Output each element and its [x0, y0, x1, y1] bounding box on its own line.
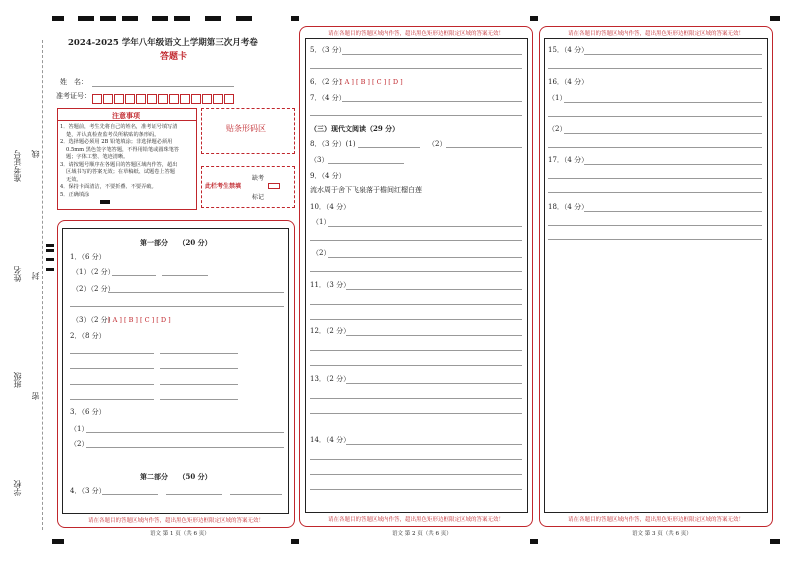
alignment-mark — [530, 539, 538, 544]
q8-2-label: （2） — [428, 140, 447, 148]
alignment-mark — [530, 16, 538, 21]
side-label-school: 学校 — [13, 480, 22, 496]
absent-label: 此栏考生禁填 — [205, 183, 242, 190]
q6-options[interactable]: [ A ] [ B ] [ C ] [ D ] — [340, 78, 403, 86]
q10-2-label: （2） — [312, 249, 331, 257]
q16-2-label: （2） — [548, 125, 567, 133]
q3-1-label: （1） — [70, 425, 89, 433]
footer-col1: 语文 第 1 页（共 6 页） — [150, 531, 210, 537]
warning-col2-top: 请在各题目的答题区域内作答，超出黑色矩形边框限定区域的答案无效！ — [327, 31, 504, 37]
q8-label: 8．（3 分）(1) — [310, 140, 356, 148]
side-label-name: 姓名 — [13, 266, 22, 282]
alignment-mark — [46, 249, 54, 252]
side-label-line: 线 — [31, 150, 40, 158]
q9-label: 9．（4 分） — [310, 172, 346, 180]
section3-heading: （三）现代文阅读（29 分） — [310, 124, 400, 133]
fill-example — [100, 200, 110, 204]
q13-label: 13．（2 分） — [310, 375, 351, 383]
binding-line — [42, 40, 43, 530]
footer-col3: 语文 第 3 页（共 6 页） — [632, 531, 692, 537]
q5-label: 5．（3 分） — [310, 46, 346, 54]
q1-2-label: （2）（2 分） — [72, 285, 115, 293]
alignment-mark — [100, 16, 116, 21]
side-label-seal: 封 — [31, 272, 40, 280]
q17-label: 17．（4 分） — [548, 156, 589, 164]
absent-mark: 标记 — [252, 194, 265, 201]
alignment-mark — [291, 539, 299, 544]
q3-label: 3．（6 分） — [70, 408, 106, 416]
alignment-mark — [52, 16, 64, 21]
id-label: 准考证号： — [56, 92, 91, 100]
q10-label: 10．（4 分） — [310, 203, 351, 211]
alignment-mark — [770, 539, 780, 544]
alignment-mark — [174, 16, 190, 21]
part2-heading: 第二部分 （50 分） — [140, 472, 212, 481]
warning-col1: 请在各题目的答题区域内作答，超出黑色矩形边框限定区域的答案无效！ — [87, 518, 264, 524]
q8-3-label: （3） — [310, 156, 329, 164]
q2-label: 2．（8 分） — [70, 332, 106, 340]
q7-label: 7．（4 分） — [310, 94, 346, 102]
alignment-mark — [291, 16, 299, 21]
alignment-mark — [78, 16, 94, 21]
q16-label: 16．（4 分） — [548, 78, 589, 86]
part1-heading: 第一部分 （20 分） — [140, 238, 212, 247]
page-subtitle: 答题卡 — [160, 52, 188, 62]
q14-label: 14．（4 分） — [310, 436, 351, 444]
q12-label: 12．（2 分） — [310, 327, 351, 335]
notes-list: 1．答题前，考生先将自己的姓名，准考证号填写清 楚，并认真检查监考员所粘贴的条形码。 2．选择题必须用 2B 铅笔填涂；非选择题必须用 0.5mm 黑色签字笔答题，不得用铅笔或圆珠笔答 题；字体工整、笔迹清晰。 3．请按题号顺序在各题目的答题区域内作答，超出 区域书写的答案无效；在草稿纸、试题卷上答题 无效。 4．保持卡面清洁，不要折叠、不要弄破。 5．正确填涂 — [60, 124, 180, 198]
side-label-class: 班级 — [13, 372, 22, 388]
q1-1-label: （1）（2 分） — [72, 268, 115, 276]
q4-label: 4．（3 分） — [70, 487, 106, 495]
q1-3-label: （3）（2 分） — [72, 316, 115, 324]
id-cells[interactable] — [92, 89, 235, 100]
q3-2-label: （2） — [70, 440, 89, 448]
warning-col3-bottom: 请在各题目的答题区域内作答，超出黑色矩形边框限定区域的答案无效！ — [567, 517, 744, 523]
q1-3-options[interactable]: [ A ] [ B ] [ C ] [ D ] — [108, 316, 171, 324]
side-label-secret: 密 — [31, 392, 40, 400]
name-field[interactable] — [92, 86, 234, 87]
answer-frame-col3 — [544, 38, 768, 513]
alignment-mark — [152, 16, 168, 21]
absent-missing: 缺考 — [252, 175, 265, 182]
q1-label: 1．（6 分） — [70, 253, 106, 261]
warning-col2-bottom: 请在各题目的答题区域内作答，超出黑色矩形边框限定区域的答案无效！ — [327, 517, 504, 523]
q18-label: 18．（4 分） — [548, 203, 589, 211]
alignment-mark — [770, 16, 780, 21]
alignment-mark — [122, 16, 138, 21]
side-label-id: 准考证号 — [13, 150, 22, 182]
absent-checkbox[interactable] — [268, 183, 280, 189]
page-title: 2024-2025 学年八年级语文上学期第三次月考卷 — [68, 38, 258, 48]
alignment-mark — [46, 244, 54, 247]
alignment-mark — [205, 16, 221, 21]
footer-col2: 语文 第 2 页（共 6 页） — [392, 531, 452, 537]
barcode-label: 贴条形码区 — [226, 124, 266, 133]
notes-heading: 注意事项 — [112, 111, 140, 120]
warning-col3-top: 请在各题目的答题区域内作答，超出黑色矩形边框限定区域的答案无效！ — [567, 31, 744, 37]
alignment-mark — [52, 539, 64, 544]
q10-1-label: （1） — [312, 218, 331, 226]
q11-label: 11．（3 分） — [310, 281, 351, 289]
name-label: 姓 名： — [60, 78, 88, 86]
alignment-mark — [46, 268, 54, 271]
q6-label: 6．（2 分） — [310, 78, 346, 86]
alignment-mark — [236, 16, 252, 21]
q9-text: 流水周于舍下飞泉落于檐间红榴白莲 — [310, 186, 422, 194]
q16-1-label: （1） — [548, 94, 567, 102]
q15-label: 15．（4 分） — [548, 46, 589, 54]
alignment-mark — [46, 258, 54, 261]
